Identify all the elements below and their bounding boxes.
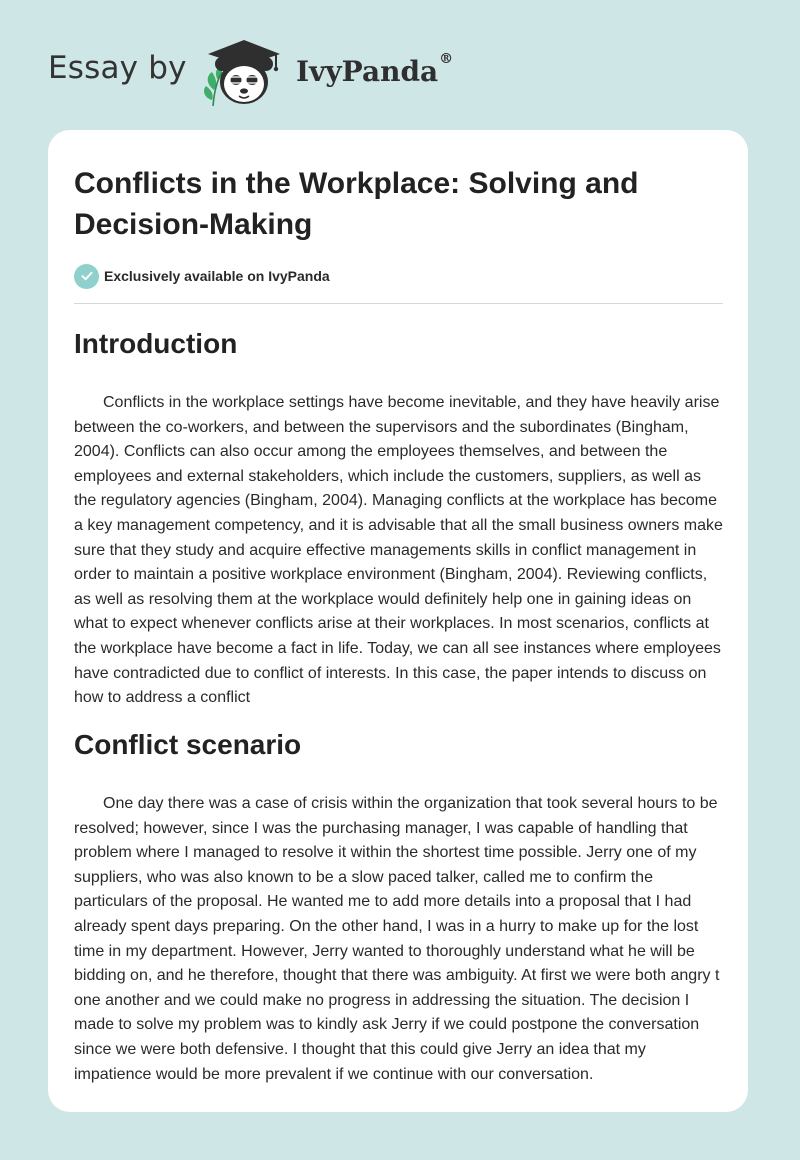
site-header — [0, 0, 800, 130]
exclusive-badge — [74, 263, 330, 289]
title-divider — [74, 303, 723, 304]
exclusive-badge-text: Exclusively available on IvyPanda — [104, 268, 330, 284]
ivy-leaf-icon — [204, 66, 222, 106]
section-heading: Conflict scenario — [74, 729, 302, 760]
section-conflict-scenario — [74, 728, 724, 1087]
section-introduction — [74, 327, 724, 711]
essay-card — [48, 130, 748, 1112]
essay-by-label: Essay by — [48, 50, 187, 86]
essay-title: Conflicts in the Workplace: Solving and Decision-Making — [74, 167, 639, 241]
brand-name[interactable] — [296, 51, 454, 88]
ivypanda-logo-icon[interactable] — [200, 34, 292, 110]
check-icon — [74, 264, 99, 289]
section-heading: Introduction — [74, 328, 238, 359]
section-paragraph: One day there was a case of crisis within the organization that took several hours to be resolved; however, since I was the purchasing manager, I was capable of handling that problem where I managed to resolve it within the shortest time possible. Jerry one of my suppliers, who was also known to be a slow paced talker, called me to confirm the particulars of the proposal. He wanted me to add more details into a proposal that I had already spent days preparing. On the other hand, I was in a hurry to make up for the lost time in my department. However, Jerry wanted to thoroughly understand what he will be bidding on, and he therefore, thought that there was ambiguity. At first we were both angry t one another and we could make no progress in addressing the situation. The decision I made to solve my problem was to kindly ask Jerry if we could postpone the conversation since we were both defensive. I thought that this could give Jerry an idea that my impatience would be more prevalent if we continue with our conversation. — [74, 795, 720, 1083]
section-paragraph: Conflicts in the workplace settings have become inevitable, and they have heavily arise between the co-workers, and between the supervisors and the subordinates (Bingham, 2004). Conflicts can also occur among the employees themselves, and between the employees and external stakeholders, which include the customers, suppliers, as well as the regulatory agencies (Bingham, 2004). Managing conflicts at the workplace has become a key management competency, and it is advisable that all the small business owners make sure that they study and acquire effective managements skills in conflict management in order to maintain a positive workplace environment (Bingham, 2004). Reviewing conflicts, as well as resolving them at the workplace would definitely help one in gaining ideas on what to expect whenever conflicts arise at their workplaces. In most scenarios, conflicts at the workplace have become a fact in life. Today, we can all see instances where employees have contradicted due to conflict of interests. In this case, the paper intends to discuss on how to address a conflict — [74, 394, 723, 707]
registered-mark: ® — [439, 51, 454, 67]
brand-name-text: IvyPanda — [296, 55, 439, 88]
